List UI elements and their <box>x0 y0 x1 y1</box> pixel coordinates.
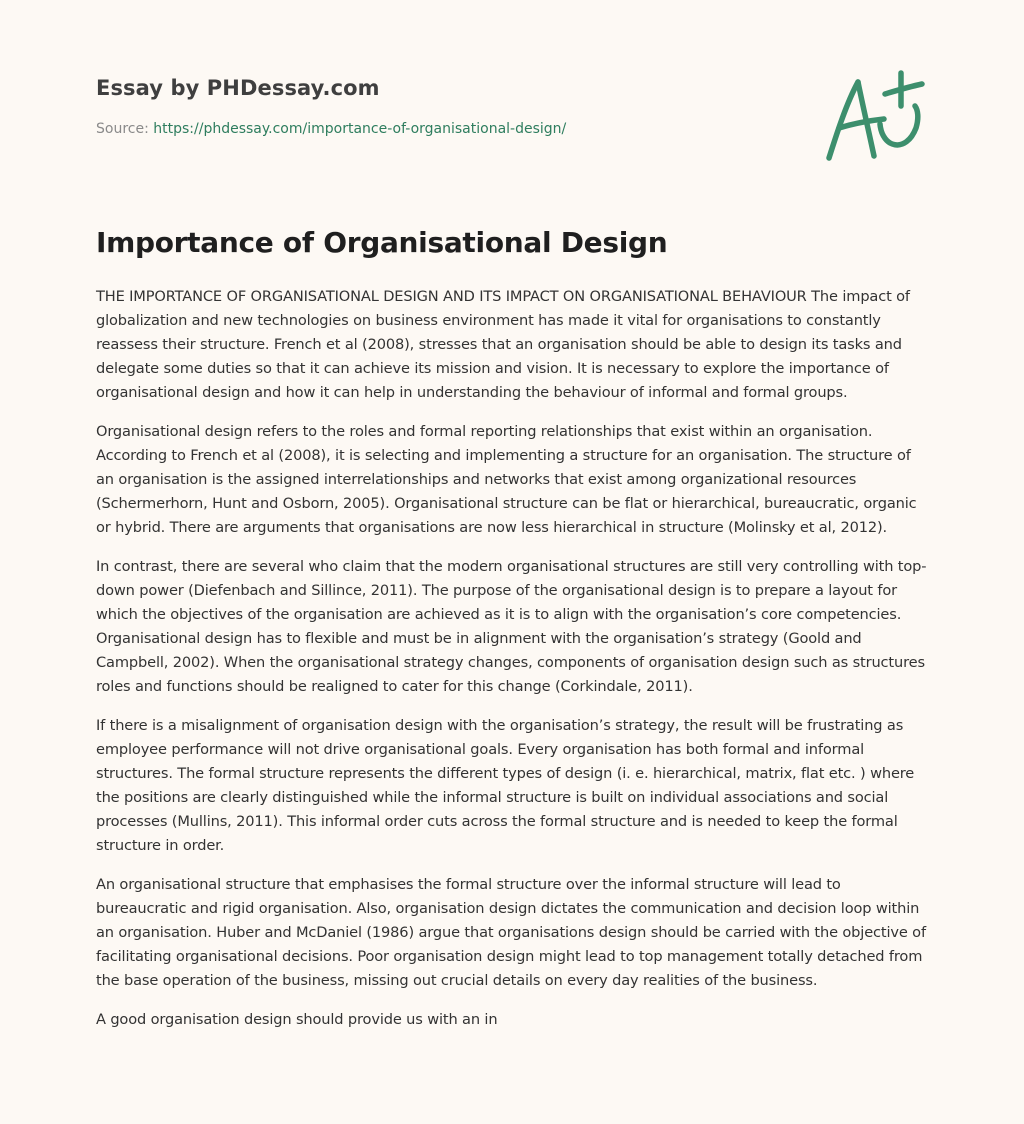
source-label: Source: <box>96 121 149 137</box>
source-line <box>96 121 796 137</box>
essay-paragraph: If there is a misalignment of organisation design with the organisation’s strategy, the result will be frustrating as employee performance will not drive organisational goals. Every organisation has both formal and informal structures. The formal structure represents the different types of design (i. e. hierarchical, matrix, flat etc. ) where the positions are clearly distinguished while the informal structure is built on individual associations and social processes (Mullins, 2011). This informal order cuts across the formal structure and is needed to keep the formal structure in order. <box>96 717 915 854</box>
essay-body <box>96 285 931 1047</box>
essay-paragraph: In contrast, there are several who claim that the modern organisational structures are still very controlling with top-down power (Diefenbach and Sillince, 2011). The purpose of the organisational design is to prepare a layout for which the objectives of the organisation are achieved as it is to align with the organisation’s core competencies. Organisational design has to flexible and must be in alignment with the organisation’s strategy (Goold and Campbell, 2002). When the organisational strategy changes, components of organisation design such as structures roles and functions should be realigned to cater for this change (Corkindale, 2011). <box>96 558 927 695</box>
essay-paragraph: THE IMPORTANCE OF ORGANISATIONAL DESIGN AND ITS IMPACT ON ORGANISATIONAL BEHAVIOUR The impact of globalization and new technologies on business environment has made it vital for organisations to constantly reassess their structure. French et al (2008), stresses that an organisation should be able to design its tasks and delegate some duties so that it can achieve its mission and vision. It is necessary to explore the importance of organisational design and how it can help in understanding the behaviour of informal and formal groups. <box>96 288 910 401</box>
page-header <box>96 76 796 137</box>
essay-paragraph: An organisational structure that emphasises the formal structure over the informal structure will lead to bureaucratic and rigid organisation. Also, organisation design dictates the communication and decision loop within an organisation. Huber and McDaniel (1986) argue that organisations design should be carried with the objective of facilitating organisational decisions. Poor organisation design might lead to top management totally detached from the base operation of the business, missing out crucial details on every day realities of the business. <box>96 876 926 989</box>
essay-paragraph: A good organisation design should provide us with an in <box>96 1011 498 1028</box>
essay-paragraph: Organisational design refers to the roles and formal reporting relationships that exist within an organisation. According to French et al (2008), it is selecting and implementing a structure for an organisation. The structure of an organisation is the assigned interrelationships and networks that exist among organizational resources (Schermerhorn, Hunt and Osborn, 2005). Organisational structure can be flat or hierarchical, bureaucratic, organic or hybrid. There are arguments that organisations are now less hierarchical in structure (Molinsky et al, 2012). <box>96 423 917 536</box>
site-title: Essay by PHDessay.com <box>96 76 380 100</box>
a-plus-grade-icon <box>822 66 928 166</box>
essay-title: Importance of Organisational Design <box>96 226 668 259</box>
source-link[interactable]: https://phdessay.com/importance-of-organisational-design/ <box>153 121 567 137</box>
